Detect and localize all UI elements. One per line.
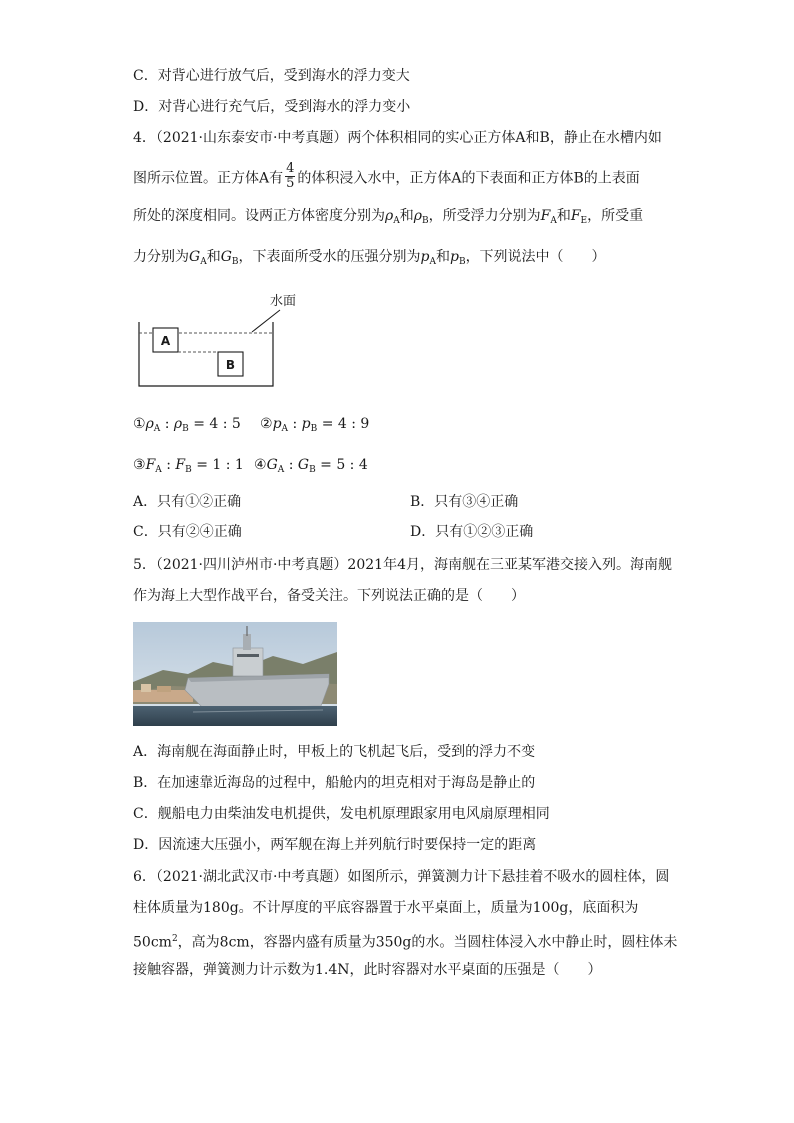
q5-option-b: B．在加速靠近海岛的过程中，船舱内的坦克相对于海岛是静止的 [133, 775, 536, 791]
q3-option-c: C．对背心进行放气后，受到海水的浮力变大 [133, 68, 410, 84]
q4-option-c: C．只有②④正确 [133, 524, 242, 540]
q6-stem-line4: 接触容器，弹簧测力计示数为1.4N，此时容器对水平桌面的压强是（ ） [133, 962, 602, 978]
q4-stem-line1: 4．（2021·山东泰安市·中考真题）两个体积相同的实心正方体A和B，静止在水槽内如 [133, 130, 662, 146]
q4-statement-4: $④G_A$ : $G_B = 5$ : 4 [254, 457, 368, 475]
q6-stem-line3: $50cm^2$，高为8cm，容器内盛有质量为350g的水。当圆柱体浸入水中静止时，圆柱体未 [133, 934, 678, 951]
q4-statement-1: $①\rho_A$ : $\rho_B = 4$ : 5 [133, 416, 241, 434]
water-surface-label: 水面 [270, 294, 297, 309]
q5-option-c: C．舰船电力由柴油发电机提供，发电机原理跟家用电风扇原理相同 [133, 806, 550, 822]
q5-option-d: D．因流速大压强小，两军舰在海上并列航行时要保持一定的距离 [133, 837, 537, 853]
q6-stem-line1: 6．（2021·湖北武汉市·中考真题）如图所示，弹簧测力计下悬挂着不吸水的圆柱体，圆 [133, 869, 670, 885]
q5-stem-line1: 5．（2021·四川泸州市·中考真题）2021年4月，海南舰在三亚某军港交接入列。海南舰 [133, 557, 672, 573]
ship-island [233, 648, 263, 676]
fraction-four-fifths: $\frac{4}{5}$ [286, 161, 295, 191]
cube-b-label: B [225, 358, 236, 372]
q4-statement-3: $③F_A$ : $F_B = 1$ : 1 [133, 457, 244, 475]
q4-option-a: A．只有①②正确 [133, 494, 242, 510]
cube-a-label: A [160, 334, 171, 348]
q4-stem-line2: 图所示位置。正方体A有 $\frac{4}{5}$ 的体积浸入水中，正方体A的下表面和正方体B的上表面 [133, 161, 640, 191]
q3-option-d: D．对背心进行充气后，受到海水的浮力变小 [133, 99, 411, 115]
q4-statement-2: $②p_A$ : $p_B = 4$ : 9 [260, 416, 370, 434]
water-tank-diagram [130, 290, 310, 390]
q4-option-d: D．只有①②③正确 [410, 524, 534, 540]
water-surface-pointer [252, 310, 280, 332]
q4-option-b: B．只有③④正确 [410, 494, 519, 510]
ship-photo [133, 622, 337, 726]
sea [133, 706, 337, 726]
q4-stem-line3: 所处的深度相同。设两正方体密度分别为$\rho_A$和$\rho_B$，所受浮力分别为$F_A$和$F_E$，所受重 [133, 208, 644, 226]
q6-stem-line2: 柱体质量为180g。不计厚度的平底容器置于水平桌面上，质量为100g，底面积为 [133, 900, 639, 916]
q5-stem-line2: 作为海上大型作战平台，备受关注。下列说法正确的是（ ） [133, 588, 525, 604]
q4-stem-line4: 力分别为$G_A$和$G_B$，下表面所受水的压强分别为$p_A$和$p_B$，下列说法中（ ） [133, 249, 606, 267]
q5-option-a: A．海南舰在海面静止时，甲板上的飞机起飞后，受到的浮力不变 [133, 744, 536, 760]
